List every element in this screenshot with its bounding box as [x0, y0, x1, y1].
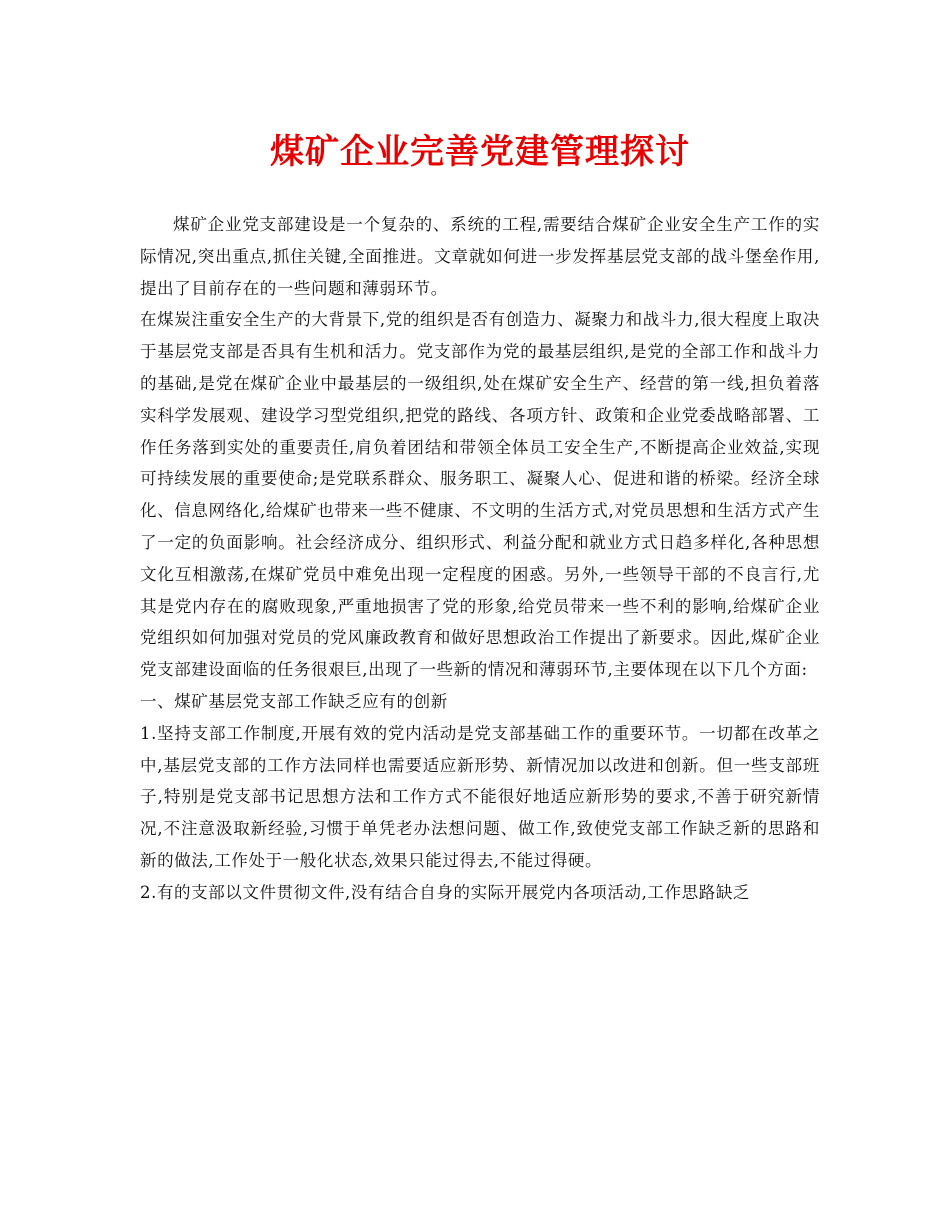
list-item-1: 1.坚持支部工作制度,开展有效的党内活动是党支部基础工作的重要环节。一切都在改革之中,基层党支部的工作方法同样也需要适应新形势、新情况加以改进和创新。但一些支部班子,特别是党支部书记思想方法和工作方式不能很好地适应新形势的要求,不善于研究新情况,不注意汲取新经验,习惯于单凭老办法想问题、做工作,致使党支部工作缺乏新的思路和新的做法,工作处于一般化状态,效果只能过得去,不能过得硬。 — [140, 723, 820, 870]
body-paragraph-background: 在煤炭注重安全生产的大背景下,党的组织是否有创造力、凝聚力和战斗力,很大程度上取决于基层党支部是否具有生机和活力。党支部作为党的最基层组织,是党的全部工作和战斗力的基础,是党在煤矿企业中最基层的一级组织,处在煤矿安全生产、经营的第一线,担负着落实科学发展观、建设学习型党组织,把党的路线、各项方针、政策和企业党委战略部署、工作任务落到实处的重要责任,肩负着团结和带领全体员工安全生产,不断提高企业效益,实现可持续发展的重要使命;是党联系群众、服务职工、凝聚人心、促进和谐的桥梁。经济全球化、信息网络化,给煤矿也带来一些不健康、不文明的生活方式,对党员思想和生活方式产生了一定的负面影响。社会经济成分、组织形式、利益分配和就业方式日趋多样化,各种思想文化互相激荡,在煤矿党员中难免出现一定程度的困惑。另外,一些领导干部的不良言行,尤其是党内存在的腐败现象,严重地损害了党的形象,给党员带来一些不利的影响,给煤矿企业党组织如何加强对党员的党风廉政教育和做好思想政治工作提出了新要求。因此,煤矿企业党支部建设面临的任务很艰巨,出现了一些新的情况和薄弱环节,主要体现在以下几个方面: — [140, 310, 820, 680]
abstract-paragraph: 煤矿企业党支部建设是一个复杂的、系统的工程,需要结合煤矿企业安全生产工作的实际情况,突出重点,抓住关键,全面推进。文章就如何进一步发挥基层党支部的战斗堡垒作用,提出了目前存在的一些问题和薄弱环节。 — [140, 215, 820, 298]
list-item-2: 2.有的支部以文件贯彻文件,没有结合自身的实际开展党内各项活动,工作思路缺乏 — [140, 882, 751, 902]
document-title: 煤矿企业完善党建管理探讨 — [270, 132, 690, 172]
section-heading-1: 一、煤矿基层党支部工作缺乏应有的创新 — [140, 691, 448, 711]
